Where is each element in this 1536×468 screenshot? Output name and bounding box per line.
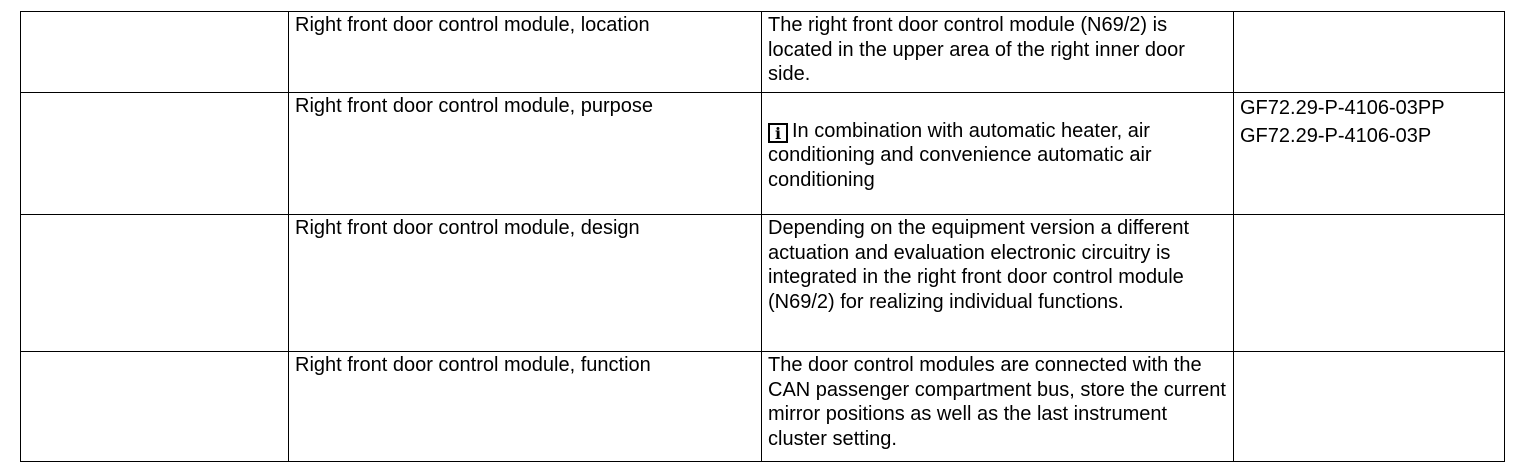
table-row [21, 215, 1505, 352]
reference-cell [1234, 93, 1505, 215]
topic-cell: Right front door control module, purpose [289, 93, 762, 215]
description-cell: The door control modules are connected with the CAN passenger compartment bus, store the current mirror positions as well as the last instrument cluster setting. [762, 352, 1234, 462]
empty-cell [21, 93, 289, 215]
description-cell [762, 93, 1234, 215]
empty-cell [21, 12, 289, 93]
topic-cell: Right front door control module, design [289, 215, 762, 352]
table-row [21, 352, 1505, 462]
document-reference-link[interactable]: GF72.29-P-4106-03PP [1240, 97, 1445, 119]
description-cell: The right front door control module (N69/2) is located in the upper area of the right inner door side. [762, 12, 1234, 93]
document-table [20, 11, 1505, 462]
table-row [21, 12, 1505, 93]
reference-cell [1234, 352, 1505, 462]
topic-cell: Right front door control module, function [289, 352, 762, 462]
info-note-text: In combination with automatic heater, air conditioning and convenience automatic air conditioning [768, 119, 1152, 191]
info-note [768, 119, 1229, 193]
description-cell: Depending on the equipment version a different actuation and evaluation electronic circuitry is integrated in the right front door control module (N69/2) for realizing individual functions. [762, 215, 1234, 352]
empty-cell [21, 215, 289, 352]
topic-cell: Right front door control module, location [289, 12, 762, 93]
reference-cell [1234, 12, 1505, 93]
info-icon: i [768, 123, 788, 143]
document-reference-link[interactable]: GF72.29-P-4106-03P [1240, 125, 1432, 147]
table-row [21, 93, 1505, 215]
reference-cell [1234, 215, 1505, 352]
empty-cell [21, 352, 289, 462]
